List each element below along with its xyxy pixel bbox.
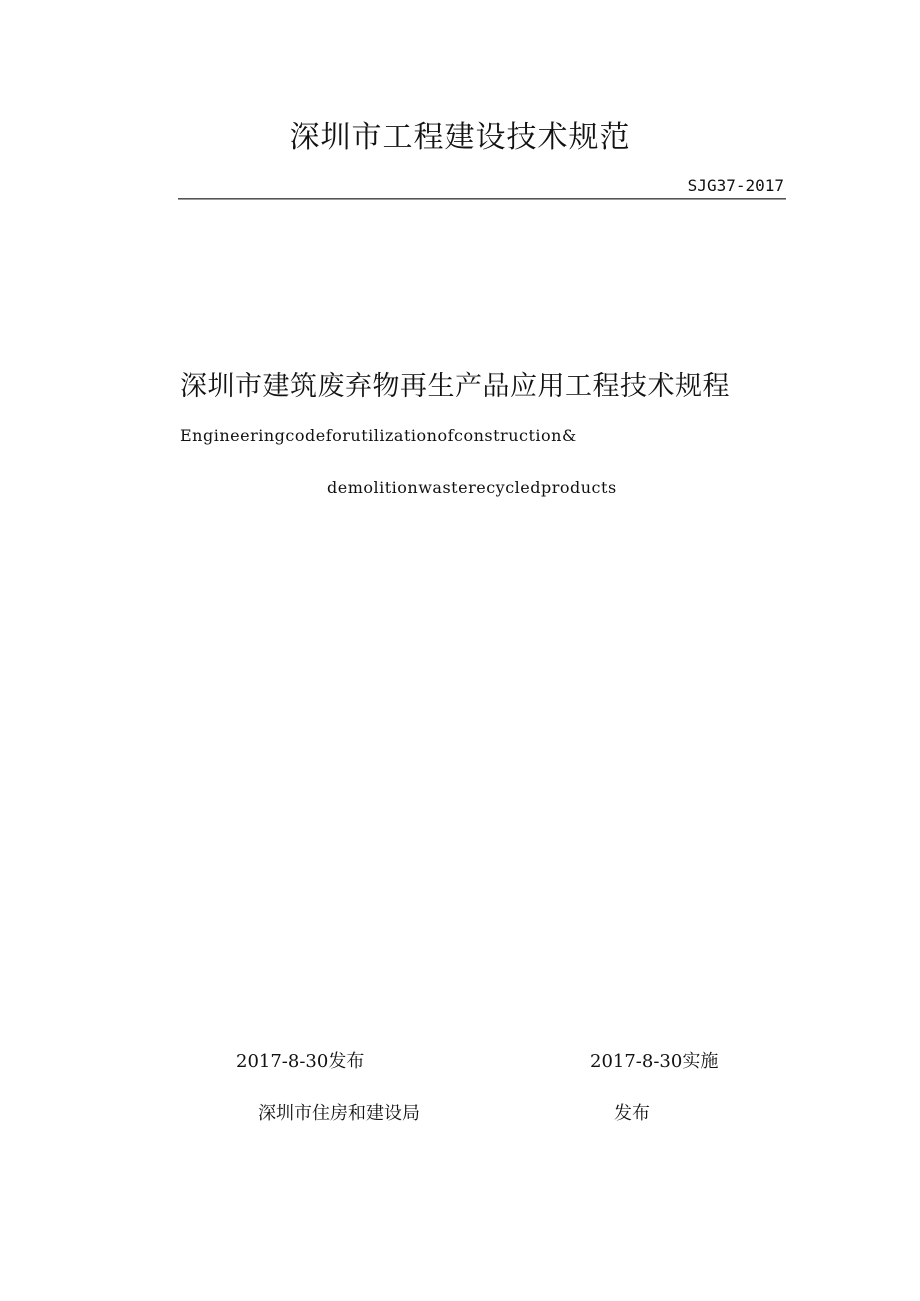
series-title: 深圳市工程建设技术规范	[289, 120, 631, 155]
issue-date: 2017-8-30发布	[236, 1051, 365, 1072]
header-divider	[178, 198, 786, 200]
standard-code-number: SJG37-2017	[687, 176, 784, 195]
document-title-english-line-2: demolitionwasterecycledproducts	[327, 478, 617, 497]
publish-label: 发布	[614, 1103, 650, 1124]
issuing-authority: 深圳市住房和建设局	[258, 1103, 420, 1124]
document-title-english-line-1: Engineeringcodeforutilizationofconstruction&	[180, 426, 577, 445]
effective-date: 2017-8-30实施	[590, 1051, 719, 1072]
document-title-chinese: 深圳市建筑废弃物再生产品应用工程技术规程	[180, 371, 730, 402]
